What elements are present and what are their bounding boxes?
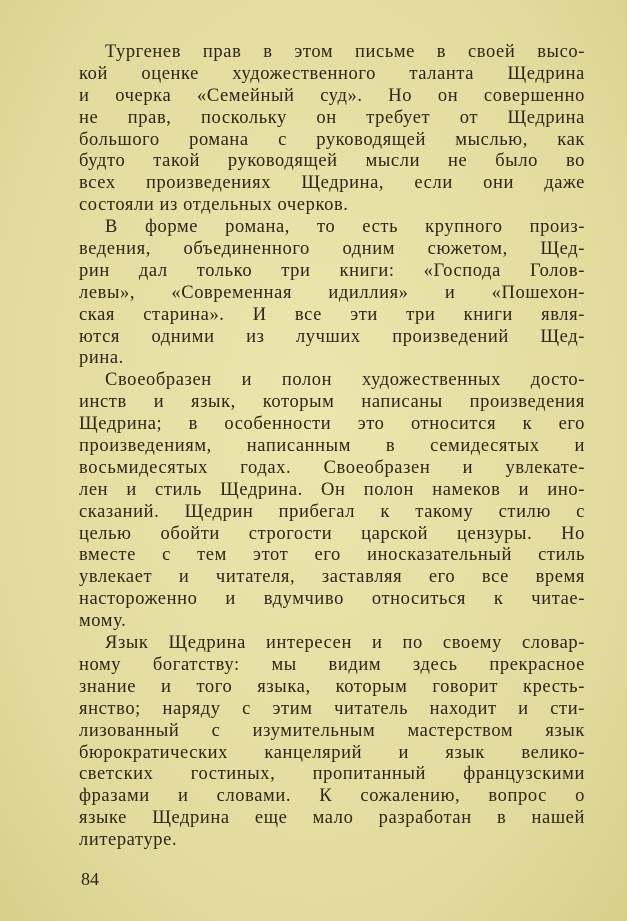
page-number: 84: [81, 869, 99, 889]
text-line: В форме романа, то есть крупного произ-: [105, 217, 585, 238]
text-line: и очерка «Семейный суд». Но он совершенно: [79, 85, 585, 106]
text-line: мому.: [79, 611, 127, 632]
text-line: знание и того языка, которым говорит кресть-: [79, 676, 585, 697]
text-line: целью обойти строгости царской цензуры. Но: [79, 523, 585, 544]
text-line: левы», «Современная идиллия» и «Пошехон-: [79, 282, 585, 303]
text-line: состояли из отдельных очерков.: [79, 195, 349, 216]
page-text: [79, 42, 585, 852]
text-line: кой оценке художественного таланта Щедрина: [79, 63, 585, 84]
text-line: рин дал только три книги: «Господа Голов-: [79, 260, 585, 281]
text-line: бюрократических канцелярий и язык велико-: [79, 742, 585, 763]
text-line: лизованный с изумительным мастерством язык: [79, 720, 585, 741]
text-line: янство; наряду с этим читатель находит и сти-: [79, 698, 585, 719]
text-line: языке Щедрина еще мало разработан в нашей: [79, 808, 585, 829]
text-line: большого романа с руководящей мыслью, как: [79, 129, 585, 150]
text-line: ются одними из лучших произведений Щед-: [79, 326, 585, 347]
text-line: литературе.: [79, 830, 178, 851]
text-line: ному богатству: мы видим здесь прекрасное: [79, 654, 585, 675]
text-line: всех произведениях Щедрина, если они даже: [79, 173, 585, 194]
text-line: настороженно и вдумчиво относиться к читае-: [79, 589, 585, 610]
text-line: произведениям, написанным в семидесятых и: [79, 436, 585, 457]
text-line: фразами и словами. К сожалению, вопрос о: [79, 786, 585, 807]
text-line: не прав, поскольку он требует от Щедрина: [79, 107, 585, 128]
text-line: восьмидесятых годах. Своеобразен и увлекате-: [79, 457, 585, 478]
text-line: инств и язык, которым написаны произведения: [79, 392, 585, 413]
text-line: Щедрина; в особенности это относится к его: [79, 414, 585, 435]
text-line: сказаний. Щедрин прибегал к такому стилю с: [79, 501, 585, 522]
text-line: ская старина». И все эти три книги явля-: [79, 304, 585, 325]
text-line: вместе с тем этот его иносказательный стиль: [79, 545, 585, 566]
text-line: Своеобразен и полон художественных досто-: [105, 370, 585, 391]
text-line: рина.: [79, 348, 124, 369]
text-line: лен и стиль Щедрина. Он полон намеков и ино-: [79, 479, 585, 500]
text-line: Тургенев прав в этом письме в своей высо-: [105, 42, 585, 62]
text-line: светских гостиных, пропитанный французскими: [79, 764, 585, 785]
text-line: увлекает и читателя, заставляя его все время: [79, 567, 585, 588]
text-line: Язык Щедрина интересен и по своему словар-: [105, 633, 585, 654]
text-line: будто такой руководящей мысли не было во: [79, 151, 585, 172]
text-line: ведения, объединенного одним сюжетом, Щед-: [79, 239, 585, 260]
